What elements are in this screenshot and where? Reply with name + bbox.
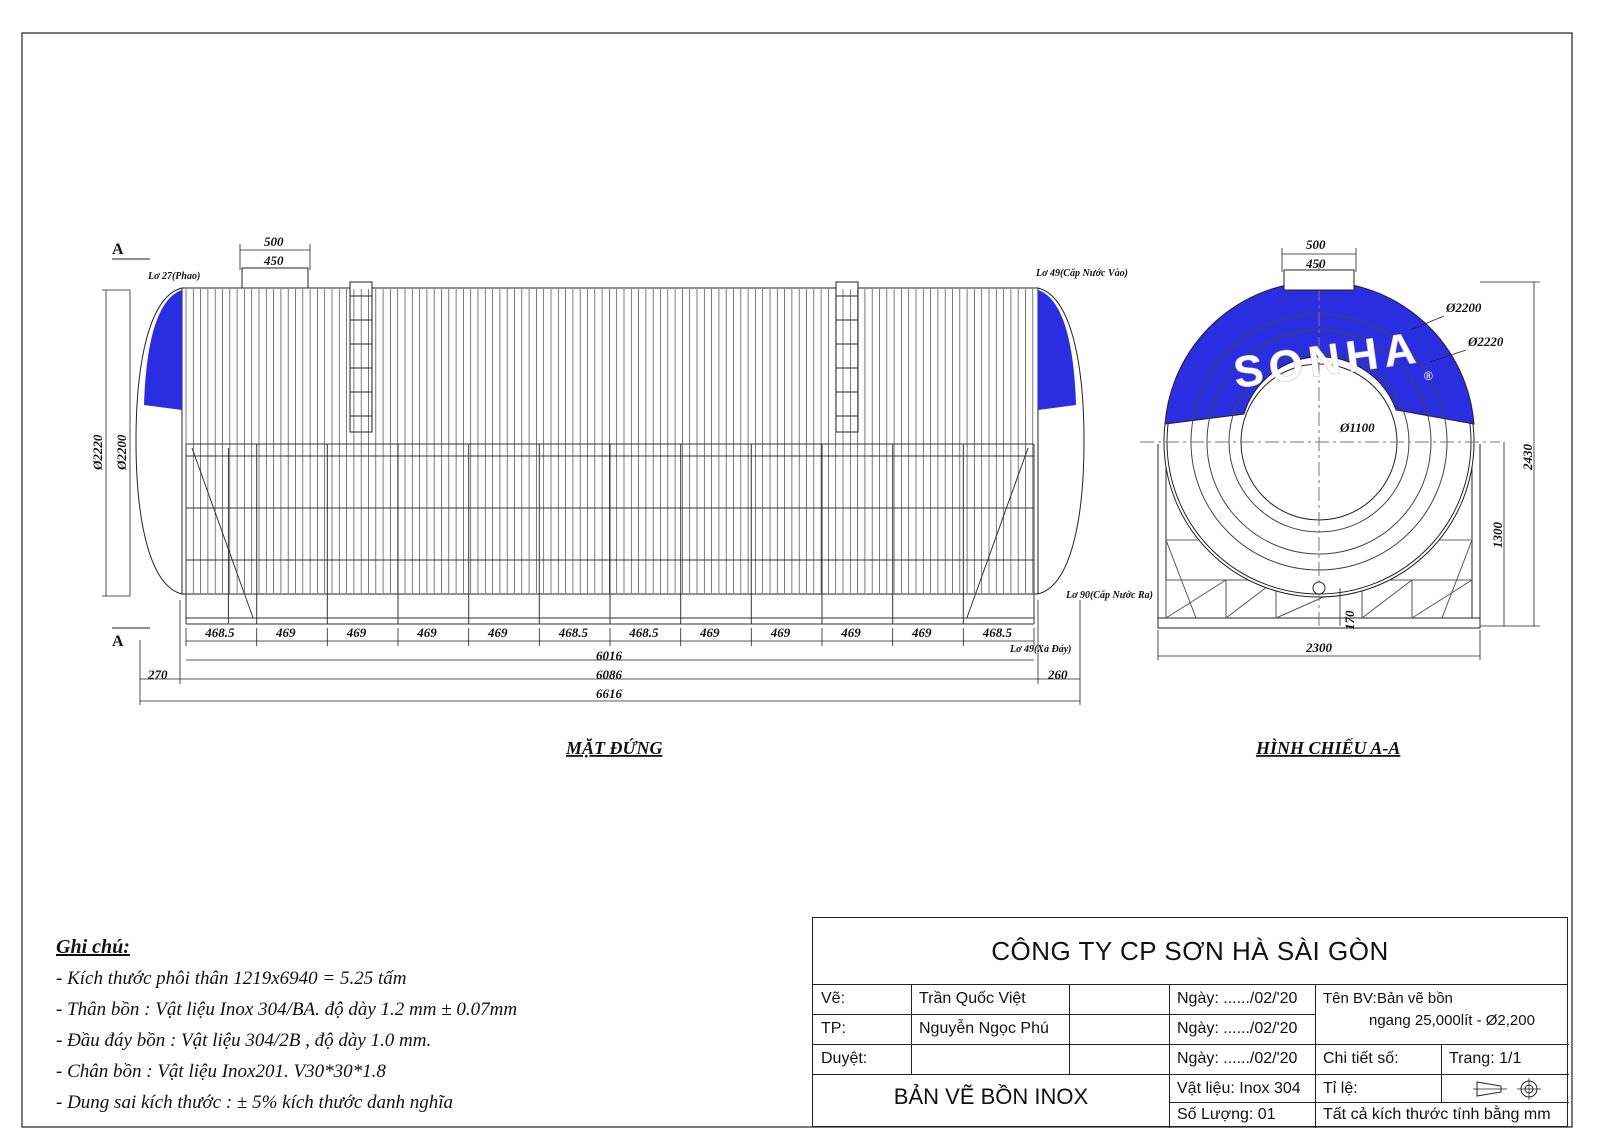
right-end-cap-blue — [1038, 290, 1076, 410]
front-view — [136, 268, 1084, 624]
fv-overall-length: 6616 — [596, 686, 622, 701]
tp-label: TP: — [821, 1020, 846, 1037]
section-mark-top: A — [112, 241, 124, 258]
sv-dia-outer: Ø2220 — [1468, 334, 1504, 349]
page-number: Trang: 1/1 — [1449, 1050, 1522, 1067]
fv-dia-outer: Ø2220 — [90, 434, 105, 470]
segment-dimension-9: 469 — [770, 625, 791, 640]
segment-dimension-2: 469 — [276, 625, 296, 640]
note-line: - Chân bồn : Vật liệu Inox201. V30*30*1.8 — [56, 1061, 386, 1082]
fv-left-head: 270 — [148, 667, 168, 682]
notes-title: Ghi chú: — [56, 936, 130, 958]
drawing-name-2: ngang 25,000lít - Ø2,200 — [1369, 1012, 1535, 1029]
sv-dia-inner: Ø2200 — [1446, 300, 1482, 315]
segment-dimensions — [186, 625, 1034, 646]
segment-dimension-10: 469 — [841, 625, 861, 640]
units-note: Tất cả kích thước tính bằng mm — [1323, 1106, 1551, 1123]
fv-right-head: 260 — [1048, 667, 1068, 682]
port-drain-label: Lơ 49(Xả Đáy) — [1010, 644, 1072, 655]
segment-dimension-4: 469 — [417, 625, 437, 640]
brand-registered: ® — [1424, 369, 1433, 383]
sv-outlet-height: 170 — [1342, 610, 1357, 630]
segment-dimension-8: 469 — [700, 625, 720, 640]
sv-dia-ring: Ø1100 — [1340, 420, 1375, 435]
section-view — [1140, 262, 1500, 630]
section-view-title: HÌNH CHIẾU A-A — [1256, 738, 1401, 758]
segment-dimension-11: 469 — [912, 625, 932, 640]
drawn-by: Trần Quốc Việt — [919, 990, 1026, 1007]
fv-manhole-outer: 500 — [264, 234, 284, 249]
drawing-name-1: Bản vẽ bồn — [1377, 990, 1453, 1007]
note-line: - Dung sai kích thước : ± 5% kích thước danh nghĩa — [56, 1092, 454, 1113]
sv-stand-height: 1300 — [1490, 522, 1505, 548]
date-tp: Ngày: ....../02/'20 — [1177, 1020, 1298, 1037]
manhole — [242, 268, 308, 288]
drawing-type: BẢN VẼ BỒN INOX — [893, 1084, 1089, 1109]
drawing-name-label: Tên BV: — [1323, 990, 1377, 1007]
segment-dimension-5: 469 — [488, 625, 508, 640]
note-line: - Thân bồn : Vật liệu Inox 304/BA. độ dày 1.2 mm ± 0.07mm — [56, 999, 518, 1020]
note-line: - Kích thước phôi thân 1219x6940 = 5.25 tấm — [56, 968, 407, 989]
material: Vật liệu: Inox 304 — [1177, 1080, 1301, 1097]
title-block — [812, 917, 1568, 1127]
projection-symbol-icon — [1473, 1078, 1553, 1100]
port-inlet-label: Lơ 49(Cấp Nước Vào) — [1036, 268, 1128, 279]
left-end-cap-blue — [144, 290, 182, 410]
brand-logo: SONHA — [1230, 323, 1425, 398]
notes — [56, 932, 796, 1118]
segment-dimension-6: 468.5 — [558, 625, 588, 640]
company-name: CÔNG TY CP SƠN HÀ SÀI GÒN — [813, 918, 1567, 985]
fv-dia-inner: Ø2200 — [114, 434, 129, 470]
scale-label: Tỉ lệ: — [1323, 1080, 1358, 1097]
sv-manhole-inner: 450 — [1306, 256, 1326, 271]
segment-dimension-12: 468.5 — [982, 625, 1012, 640]
date-approved: Ngày: ....../02/'20 — [1177, 1050, 1298, 1067]
date-drawn: Ngày: ....../02/'20 — [1177, 990, 1298, 1007]
port-float-label: Lơ 27(Phao) — [148, 271, 201, 282]
note-line: - Đầu đáy bồn : Vật liệu 304/2B , độ dày 1.0 mm. — [56, 1030, 432, 1051]
port-outlet-label: Lơ 90(Cấp Nước Ra) — [1066, 590, 1153, 601]
segment-dimension-1: 468.5 — [205, 625, 235, 640]
sv-stand-width: 2300 — [1306, 640, 1332, 655]
drawn-label: Vẽ: — [821, 990, 846, 1007]
section-manhole — [1284, 270, 1354, 290]
segment-dimension-7: 468.5 — [629, 625, 659, 640]
quantity: Số Lượng: 01 — [1177, 1106, 1276, 1123]
outlet-port — [1313, 582, 1325, 594]
section-mark-bottom: A — [112, 633, 124, 650]
segment-dimension-3: 469 — [346, 625, 367, 640]
fv-manhole-inner: 450 — [264, 253, 284, 268]
fv-body-length: 6086 — [596, 667, 622, 682]
sv-manhole-outer: 500 — [1306, 237, 1326, 252]
sv-overall-height: 2430 — [1520, 444, 1535, 470]
front-view-title: MẶT ĐỨNG — [566, 738, 663, 758]
tp-name: Nguyễn Ngọc Phú — [919, 1020, 1049, 1037]
approved-label: Duyệt: — [821, 1050, 868, 1067]
fv-frame-length: 6016 — [596, 648, 622, 663]
detail-no: Chi tiết số: — [1323, 1050, 1399, 1067]
